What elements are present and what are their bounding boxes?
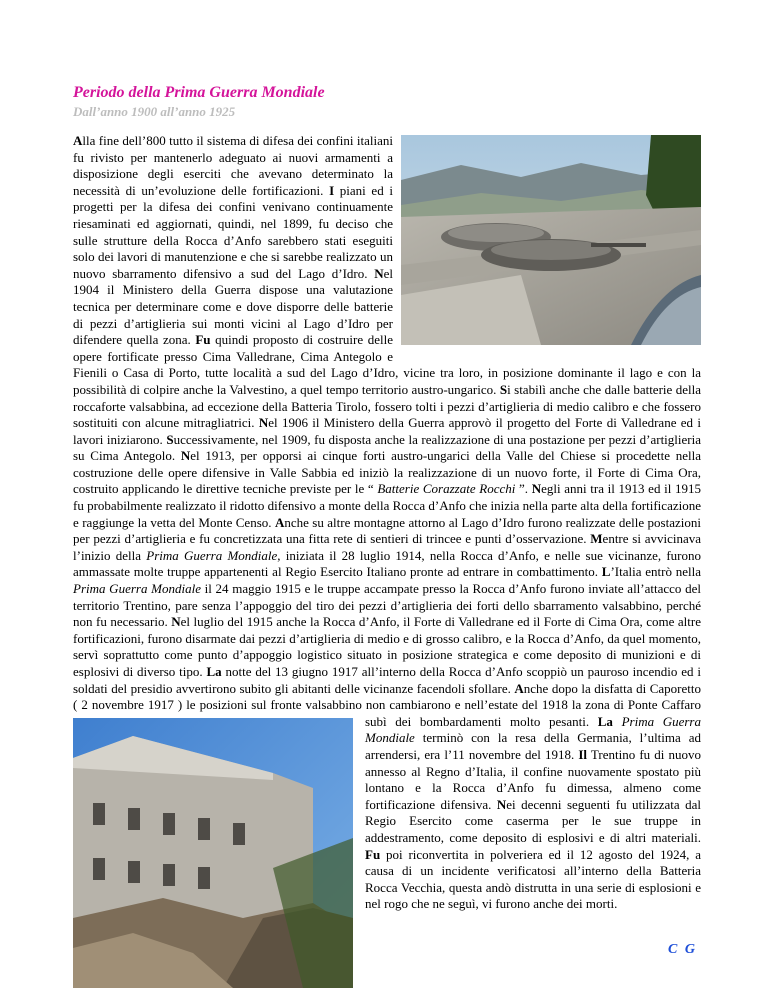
fortress-wall-photo (73, 718, 353, 988)
fort-roof-image (401, 135, 701, 345)
article-body (73, 133, 701, 992)
paragraph-1: Alla fine dell’800 tutto il sistema di difesa dei confini italiani fu rivisto per mantenerlo adeguato ai nuovi armamenti a disposizione degli eserciti che avevano determinato la necessità di un’evoluzione delle fortificazioni. I piani ed i progetti per la difesa dei confini venivano continuamente riesaminati ed aggiornati, quindi, nel 1899, fu deciso che sulle strutture della Rocca d’Anfo sarebbero stati eseguiti solo dei lavori di manutenzione e che si sarebbe realizzato un nuovo sbarramento difensivo a sud del Lago d’Idro. Nel 1904 il Ministero della Guerra dispose una valutazione tecnica per determinare come e dove disporre delle batterie di pezzi d’artiglieria sui monti vicini al Lago d’Idro per difendere quella zona. Fu quindi proposto di costruire delle opere fortificate presso Cima Valledrane, Cima Antegolo e Fienili o Casa di Porto, tutte località a sud del Lago d’Idro, vicine tra loro, in posizione dominante il lago e con la possibilità di colpire anche la Valvestino, a quel tempo territorio austro-ungarico. Si stabilì anche che dalle batterie della roccaforte valsabbina, ad eccezione della Batteria Tirolo, fossero tolti i pezzi d’artiglieria di medio calibro e che fossero sostituiti con alcune mitragliatrici. Nel 1906 il Ministero della Guerra approvò il progetto del Forte di Valledrane ed i lavori iniziarono. Successivamente, nel 1909, fu disposta anche la realizzazione di una postazione per pezzi d’artiglieria su Cima Antegolo. Nel 1913, per opporsi ai cinque forti austro-ungarici della Valle del Chiese si procedette nella costruzione delle opere difensive in Valle Sabbia ed iniziò la realizzazione di un nuovo forte, il Forte di Cima Ora, costruito applicando le direttive tecniche previste per le “ Batterie Corazzate Rocchi ”. Negli anni tra il 1913 ed il 1915 fu probabilmente realizzato il ridotto difensivo a monte della Rocca d’Anfo che inizia nella parte alta della fortificazione e raggiunge la vetta del Monte Censo. Anche su altre montagne attorno al Lago d’Idro furono realizzate delle postazioni per pezzi d’artiglieria e fu concretizzata una fitta rete di sentieri di trincee e punti d’osservazione. Mentre si avvicinava l’inizio della Prima Guerra Mondiale, iniziata il 28 luglio 1914, nella Rocca d’Anfo, e nelle sue vicinanze, furono ammassate molte truppe appartenenti al Regio Esercito Italiano pronte ad entrare in combattimento. L’Italia entrò nella Prima Guerra Mondiale il 24 maggio 1915 e le truppe accampate presso la Rocca d’Anfo furono inviate all’attacco del territorio Trentino, pare senza l’appoggio del tiro dei pezzi d’artiglieria dei forti dello sbarramento valsabbino, perché non fu necessario. Nel luglio del 1915 anche la Rocca d’Anfo, il Forte di Valledrane ed il Forte di Cima Ora, come altre fortificazioni, furono disarmate dai pezzi d’artiglieria di medio e di grosso calibro, e la Rocca d’Anfo, da quel momento, servì soprattutto come punto d’appoggio logistico situato in posizione strategica e come deposito di munizioni e di esplosivi di diverso tipo. La notte del 13 giugno 1917 all’interno della Rocca d’Anfo scoppiò un pauroso incendio ed i soldati del presidio avvertirono subito gli abitanti delle vicinanze facendoli sfollare. Anche dopo la disfatta di Caporetto ( 2 novembre 1917 ) le posizioni sul fronte valsabbino non cambiarono e nell’estate del 1918 la zona di Ponte Caffaro subì dei bombardamenti molto pesanti. La Prima Guerra Mondiale terminò con la resa della Germania, l’ultima ad arrendersi, era l’11 novembre del 1918. Il Trentino fu di nuovo annesso al Regno d’Italia, il confine nuovamente spostato più lontano e la Rocca d’Anfo fu dimessa, almeno come fortificazione difensiva. Nei decenni seguenti fu utilizzata dal Regio Esercito come caserma per le sue truppe in addestramento, come deposito di esplosivi e di altri materiali. Fu poi riconvertita in polveriera ed il 12 agosto del 1924, a causa di un incidente verificatosi all’interno della Batteria Rocca Vecchia, questa andò distrutta in una serie di esplosioni e nel rogo che ne seguì, vi furono anche dei morti. (73, 133, 701, 913)
page-title: Periodo della Prima Guerra Mondiale (73, 84, 325, 101)
author-signature: C G (668, 942, 697, 957)
page-subtitle: Dall’anno 1900 all’anno 1925 (73, 104, 236, 119)
fort-roof-photo (401, 135, 701, 345)
fortress-wall-image (73, 718, 353, 988)
